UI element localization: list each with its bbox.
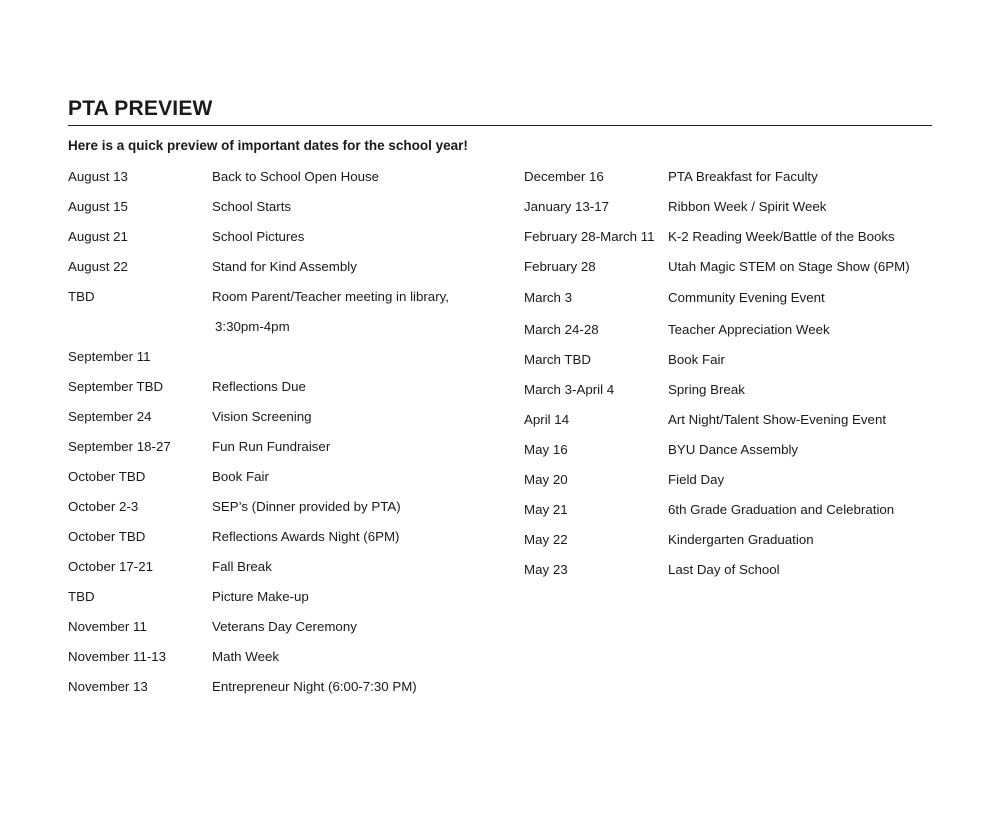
schedule-event: Book Fair	[668, 351, 725, 367]
schedule-date: August 15	[68, 198, 128, 214]
schedule-date: September 18-27	[68, 438, 171, 454]
schedule-event: Kindergarten Graduation	[668, 531, 814, 547]
schedule-event: Veterans Day Ceremony	[212, 618, 357, 634]
schedule-row	[524, 314, 944, 344]
schedule-event: SEP’s (Dinner provided by PTA)	[212, 498, 401, 514]
schedule-event: Fall Break	[212, 558, 272, 574]
schedule-row	[524, 344, 944, 374]
schedule-row	[68, 521, 508, 551]
schedule-event: Entrepreneur Night (6:00-7:30 PM)	[212, 678, 417, 694]
schedule-event: Math Week	[212, 648, 280, 664]
schedule-row	[524, 161, 944, 191]
schedule-date: May 20	[524, 471, 568, 487]
schedule-date: August 13	[68, 168, 128, 184]
schedule-row	[68, 641, 508, 671]
schedule-event: Fun Run Fundraiser	[212, 438, 331, 454]
schedule-event: Field Day	[668, 471, 725, 487]
schedule-date: March TBD	[524, 351, 591, 367]
schedule-event: Reflections Due	[212, 378, 306, 394]
schedule-row	[68, 671, 508, 701]
page-title: PTA PREVIEW	[68, 96, 932, 126]
schedule-event: 3:30pm-4pm	[215, 318, 290, 334]
schedule-row	[68, 461, 508, 491]
schedule-date: February 28	[524, 258, 596, 274]
schedule-row	[68, 581, 508, 611]
schedule-row	[524, 191, 944, 221]
schedule-row	[524, 494, 944, 524]
schedule-event: Utah Magic STEM on Stage Show (6PM)	[668, 258, 910, 274]
schedule-date: September 11	[68, 348, 151, 364]
schedule-event: BYU Dance Assembly	[668, 441, 799, 457]
schedule-date: May 22	[524, 531, 568, 547]
schedule-row	[68, 371, 508, 401]
schedule-event: Room Parent/Teacher meeting in library,	[212, 288, 449, 304]
schedule-date: August 21	[68, 228, 128, 244]
schedule-date: TBD	[68, 288, 95, 304]
schedule-row	[68, 341, 508, 371]
schedule-event: Community Evening Event	[668, 290, 825, 305]
schedule-row	[524, 251, 944, 281]
schedule-row	[68, 401, 508, 431]
schedule-event: Picture Make-up	[212, 588, 309, 604]
schedule-date: May 23	[524, 561, 568, 577]
schedule-row	[68, 281, 508, 311]
schedule-row	[524, 554, 944, 584]
schedule-date: March 24-28	[524, 321, 599, 337]
schedule-date: October 2-3	[68, 498, 139, 514]
schedule-event: Spring Break	[668, 381, 745, 397]
schedule-row	[524, 434, 944, 464]
schedule-row	[524, 221, 944, 251]
schedule-row	[68, 161, 508, 191]
schedule-event: Book Fair	[212, 468, 269, 484]
schedule-row	[68, 611, 508, 641]
document-page	[68, 96, 932, 694]
page-subtitle: Here is a quick preview of important dates for the school year!	[68, 138, 468, 153]
schedule-date: October TBD	[68, 468, 146, 484]
schedule-row	[524, 374, 944, 404]
schedule-event: Last Day of School	[668, 561, 780, 577]
schedule-date: November 11	[68, 618, 147, 634]
schedule-event: Art Night/Talent Show-Evening Event	[668, 411, 887, 427]
schedule-date: January 13-17	[524, 198, 610, 214]
schedule-date: November 11-13	[68, 648, 167, 664]
right-schedule-column	[524, 161, 944, 584]
schedule-date: TBD	[68, 588, 95, 604]
schedule-date: November 13	[68, 678, 148, 694]
schedule-date: March 3-April 4	[524, 381, 615, 397]
schedule-row	[524, 524, 944, 554]
left-schedule-column	[68, 161, 508, 701]
schedule-event: Reflections Awards Night (6PM)	[212, 528, 400, 544]
schedule-event: Ribbon Week / Spirit Week	[668, 198, 827, 214]
schedule-date: May 21	[524, 501, 568, 517]
schedule-row	[524, 404, 944, 434]
schedule-date: September 24	[68, 408, 152, 424]
schedule-event: 6th Grade Graduation and Celebration	[668, 501, 895, 517]
schedule-event: School Pictures	[212, 228, 305, 244]
schedule-row	[68, 431, 508, 461]
schedule-event: School Starts	[212, 198, 292, 214]
schedule-row	[68, 491, 508, 521]
schedule-row	[524, 281, 944, 314]
schedule-row	[68, 551, 508, 581]
schedule-event: K-2 Reading Week/Battle of the Books	[668, 228, 895, 244]
schedule-event: Back to School Open House	[212, 168, 380, 184]
schedule-event: Stand for Kind Assembly	[212, 258, 357, 274]
schedule-row	[68, 191, 508, 221]
schedule-date: December 16	[524, 168, 604, 184]
schedule-date: April 14	[524, 411, 570, 427]
schedule-row	[68, 251, 508, 281]
schedule-date: August 22	[68, 258, 128, 274]
schedule-date: May 16	[524, 441, 568, 457]
schedule-date: March 3	[524, 290, 573, 305]
schedule-row	[68, 311, 508, 341]
schedule-event: PTA Breakfast for Faculty	[668, 168, 818, 184]
schedule-date: October 17-21	[68, 558, 154, 574]
schedule-date: September TBD	[68, 378, 164, 394]
schedule-event: Teacher Appreciation Week	[668, 321, 830, 337]
schedule-row	[68, 221, 508, 251]
schedule-date: February 28-March 11	[524, 228, 655, 244]
schedule-row	[524, 464, 944, 494]
schedule-event: Vision Screening	[212, 408, 312, 424]
schedule-date: October TBD	[68, 528, 146, 544]
